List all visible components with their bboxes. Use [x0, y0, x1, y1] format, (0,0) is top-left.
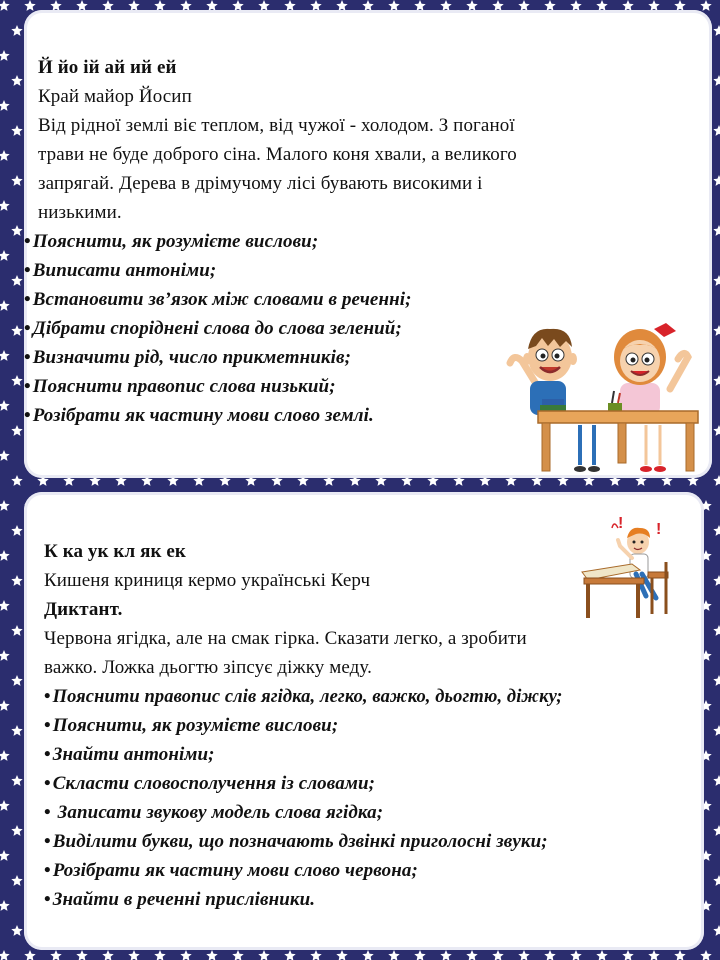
star-decoration	[11, 475, 22, 486]
star-decoration	[180, 950, 191, 960]
star-decoration	[24, 0, 35, 11]
star-decoration	[713, 525, 720, 536]
star-decoration	[0, 650, 10, 661]
star-decoration	[713, 625, 720, 636]
syllables-line: Й йо ій ай ий ей	[38, 57, 177, 78]
svg-text:!: !	[656, 521, 662, 538]
star-decoration	[0, 400, 10, 411]
star-decoration	[713, 825, 720, 836]
task-item: • Виписати антоніми;	[24, 260, 217, 281]
star-decoration	[674, 950, 685, 960]
star-decoration	[154, 950, 165, 960]
star-decoration	[713, 925, 720, 936]
star-decoration	[0, 700, 10, 711]
task-item: • Скласти словосполучення із словами;	[44, 773, 376, 794]
star-decoration	[336, 950, 347, 960]
star-decoration	[102, 950, 113, 960]
star-decoration	[0, 550, 10, 561]
star-decoration	[0, 800, 10, 811]
star-decoration	[700, 950, 711, 960]
star-decoration	[232, 950, 243, 960]
star-decoration	[713, 375, 720, 386]
star-decoration	[0, 450, 10, 461]
star-decoration	[713, 225, 720, 236]
star-decoration	[0, 0, 10, 11]
star-decoration	[713, 775, 720, 786]
star-decoration	[206, 950, 217, 960]
star-decoration	[492, 950, 503, 960]
star-decoration	[0, 850, 10, 861]
star-decoration	[713, 575, 720, 586]
star-decoration	[11, 75, 22, 86]
task-item: • Пояснити правопис слів ягідка, легко, важко, дьогтю, діжку;	[44, 687, 563, 707]
star-decoration	[0, 600, 10, 611]
text-line: запрягай. Дерева в дрімучому лісі бувають високими і	[38, 173, 483, 194]
star-decoration	[128, 950, 139, 960]
star-decoration	[0, 200, 10, 211]
star-decoration	[11, 825, 22, 836]
star-decoration	[0, 500, 10, 511]
task-item: • Розібрати як частину мови слово червона;	[44, 860, 418, 881]
star-decoration	[0, 750, 10, 761]
star-decoration	[11, 675, 22, 686]
star-decoration	[570, 950, 581, 960]
children-at-desk-illustration	[500, 315, 700, 475]
star-decoration	[713, 475, 720, 486]
words-line: Кишеня криниця кермо українські Керч	[44, 570, 371, 591]
star-decoration	[0, 350, 10, 361]
star-decoration	[310, 950, 321, 960]
exercise-card-1	[24, 10, 712, 478]
star-decoration	[11, 125, 22, 136]
star-decoration	[648, 950, 659, 960]
star-decoration	[713, 175, 720, 186]
star-decoration	[466, 950, 477, 960]
text-line: Червона ягідка, але на смак гірка. Сказати легко, а зробити	[44, 628, 527, 649]
star-decoration	[11, 375, 22, 386]
star-decoration	[11, 25, 22, 36]
star-decoration	[0, 900, 10, 911]
svg-text:!: !	[618, 515, 624, 532]
star-decoration	[713, 875, 720, 886]
task-item: • Виділити букви, що позначають дзвінкі приголосні звуки;	[44, 831, 548, 852]
star-decoration	[11, 625, 22, 636]
star-decoration	[11, 575, 22, 586]
task-item: • Пояснити правопис слова низький;	[24, 376, 336, 397]
star-decoration	[713, 425, 720, 436]
star-decoration	[440, 950, 451, 960]
syllables-line: К ка ук кл як ек	[44, 541, 186, 562]
star-decoration	[713, 725, 720, 736]
text-line: трави не буде доброго сіна. Малого коня хвали, а великого	[38, 144, 517, 165]
star-decoration	[11, 775, 22, 786]
exercise-card-2	[24, 492, 704, 950]
star-decoration	[11, 425, 22, 436]
star-decoration	[258, 950, 269, 960]
task-item: • Розібрати як частину мови слово землі.	[24, 405, 374, 426]
star-decoration	[713, 125, 720, 136]
task-item: • Знайти в реченні прислівники.	[44, 889, 316, 910]
star-decoration	[11, 875, 22, 886]
star-decoration	[713, 25, 720, 36]
star-decoration	[11, 525, 22, 536]
star-decoration	[544, 950, 555, 960]
star-decoration	[284, 950, 295, 960]
star-decoration	[713, 675, 720, 686]
star-decoration	[0, 150, 10, 161]
dictation-heading: Диктант.	[44, 599, 123, 620]
girl-figure	[614, 323, 688, 415]
star-decoration	[0, 100, 10, 111]
star-decoration	[76, 950, 87, 960]
star-decoration	[518, 950, 529, 960]
text-line: низькими.	[38, 202, 122, 223]
star-decoration	[388, 950, 399, 960]
star-decoration	[11, 725, 22, 736]
star-decoration	[0, 250, 10, 261]
task-item: • Пояснити, як розумієте вислови;	[24, 231, 319, 252]
star-decoration	[622, 950, 633, 960]
task-item: • Знайти антоніми;	[44, 744, 215, 765]
text-line: важко. Ложка дьогтю зіпсує діжку меду.	[44, 657, 372, 678]
task-item: • Дібрати споріднені слова до слова зелений;	[24, 318, 402, 339]
task-item: • Визначити рід, число прикметників;	[24, 347, 352, 368]
star-decoration	[596, 950, 607, 960]
star-decoration	[0, 300, 10, 311]
star-decoration	[414, 950, 425, 960]
star-decoration	[713, 275, 720, 286]
star-decoration	[0, 50, 10, 61]
star-decoration	[24, 950, 35, 960]
star-decoration	[713, 325, 720, 336]
task-item: • Пояснити, як розумієте вислови;	[44, 715, 339, 736]
star-decoration	[11, 225, 22, 236]
words-line: Край майор Йосип	[38, 86, 192, 107]
star-decoration	[11, 175, 22, 186]
task-item: • Записати звукову модель слова ягідка;	[44, 802, 384, 823]
boy-writing-illustration	[574, 514, 674, 624]
text-line: Від рідної землі віє теплом, від чужої - холодом. З поганої	[38, 115, 515, 136]
star-decoration	[50, 950, 61, 960]
task-item: • Встановити зв’язок між словами в реченні;	[24, 289, 412, 310]
star-decoration	[11, 275, 22, 286]
star-decoration	[362, 950, 373, 960]
star-decoration	[713, 75, 720, 86]
star-decoration	[0, 950, 10, 960]
star-decoration	[11, 325, 22, 336]
star-decoration	[700, 0, 711, 11]
star-decoration	[11, 925, 22, 936]
